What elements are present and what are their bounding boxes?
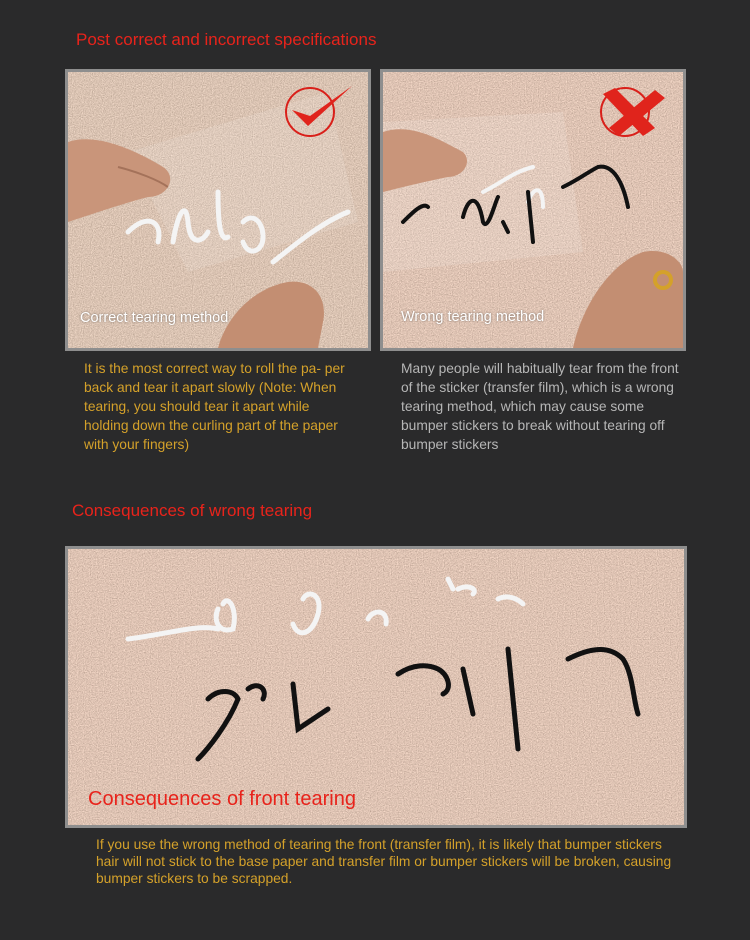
cross-icon	[593, 80, 673, 140]
section-heading-consequences: Consequences of wrong tearing	[72, 501, 313, 520]
wrong-method-description: Many people will habitually tear from the front of the sticker (transfer film), which is a wrong tearing method, which may cause some bumper stickers to break without tearing off bumper stickers	[401, 361, 679, 452]
granite-surface-image	[68, 549, 684, 825]
consequences-photo-caption: Consequences of front tearing	[88, 788, 356, 810]
consequences-photo	[65, 546, 687, 828]
section-heading-specifications: Post correct and incorrect specifications	[76, 30, 377, 49]
correct-tearing-photo	[65, 69, 371, 351]
check-icon	[280, 80, 360, 140]
correct-photo-caption: Correct tearing method	[80, 310, 229, 326]
correct-method-description: It is the most correct way to roll the pa- per back and tear it apart slowly (Note: When tearing, you should tear it apart while holding down the curling part of the paper with your fingers)	[84, 361, 345, 452]
wrong-tearing-photo	[380, 69, 686, 351]
consequences-description: If you use the wrong method of tearing the front (transfer film), it is likely that bumper stickers hair will not stick to the base paper and transfer film or bumper stickers will be broken, causing bumper stickers to be scrapped.	[96, 837, 672, 886]
wrong-photo-caption: Wrong tearing method	[401, 309, 545, 325]
